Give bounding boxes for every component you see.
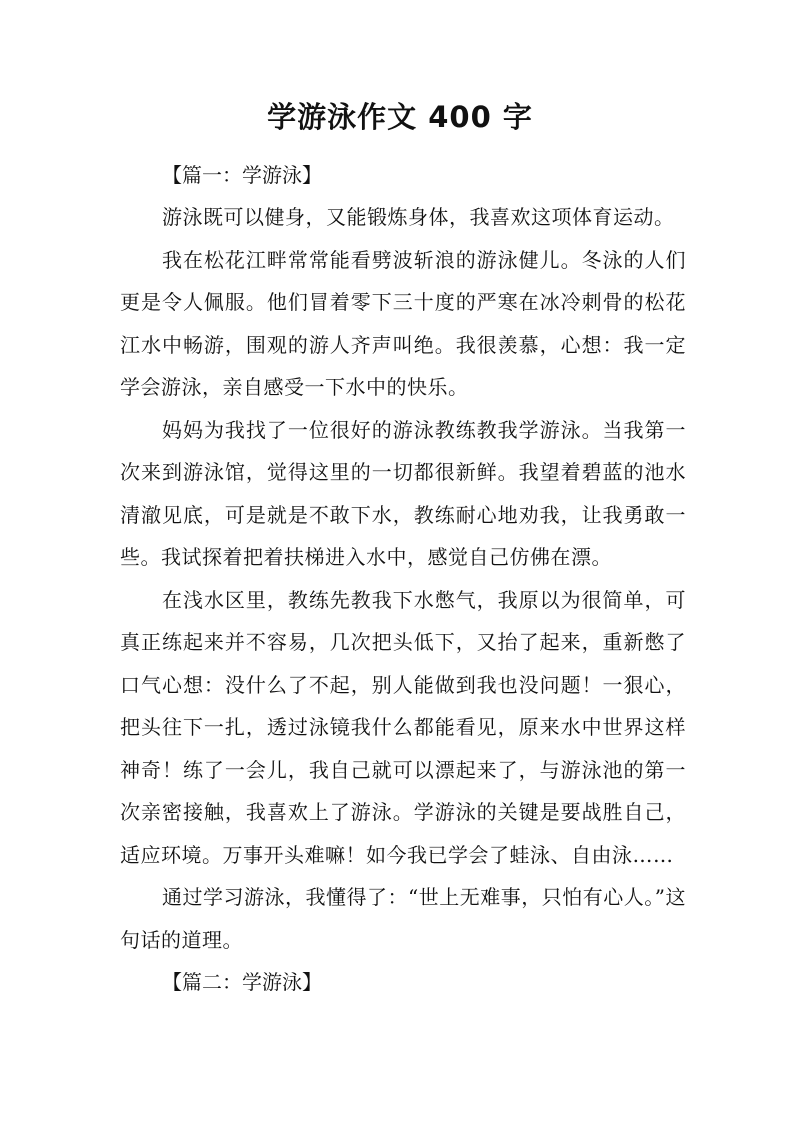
paragraph-3: 妈妈为我找了一位很好的游泳教练教我学游泳。当我第一次来到游泳馆，觉得这里的一切都很新鲜。我望着碧蓝的池水清澈见底，可是就是不敢下水，教练耐心地劝我，让我勇敢一些。我试探着把着扶梯进入水中，感觉自己仿佛在漂。 xyxy=(120,417,686,569)
document-title: 学游泳作文 400 字 xyxy=(267,100,533,134)
section-heading-2: 【篇二：学游泳】 xyxy=(162,970,322,994)
paragraph-1: 游泳既可以健身，又能锻炼身体，我喜欢这项体育运动。 xyxy=(162,205,675,229)
section-heading-1: 【篇一：学游泳】 xyxy=(162,163,322,187)
paragraph-2: 我在松花江畔常常能看劈波斩浪的游泳健儿。冬泳的人们更是令人佩服。他们冒着零下三十度的严寒在冰冷刺骨的松花江水中畅游，围观的游人齐声叫绝。我很羡慕，心想：我一定学会游泳，亲自感受一下水中的快乐。 xyxy=(120,247,686,399)
document-body xyxy=(120,154,686,1003)
paragraph-5: 通过学习游泳，我懂得了：“世上无难事，只怕有心人。”这句话的道理。 xyxy=(120,885,686,952)
paragraph-4: 在浅水区里，教练先教我下水憋气，我原以为很简单，可真正练起来并不容易，几次把头低下，又抬了起来，重新憋了口气心想：没什么了不起，别人能做到我也没问题！一狠心，把头往下一扎，透过泳镜我什么都能看见，原来水中世界这样神奇！练了一会儿，我自己就可以漂起来了，与游泳池的第一次亲密接触，我喜欢上了游泳。学游泳的关键是要战胜自己，适应环境。万事开头难嘛！如今我已学会了蛙泳、自由泳…… xyxy=(120,587,686,867)
